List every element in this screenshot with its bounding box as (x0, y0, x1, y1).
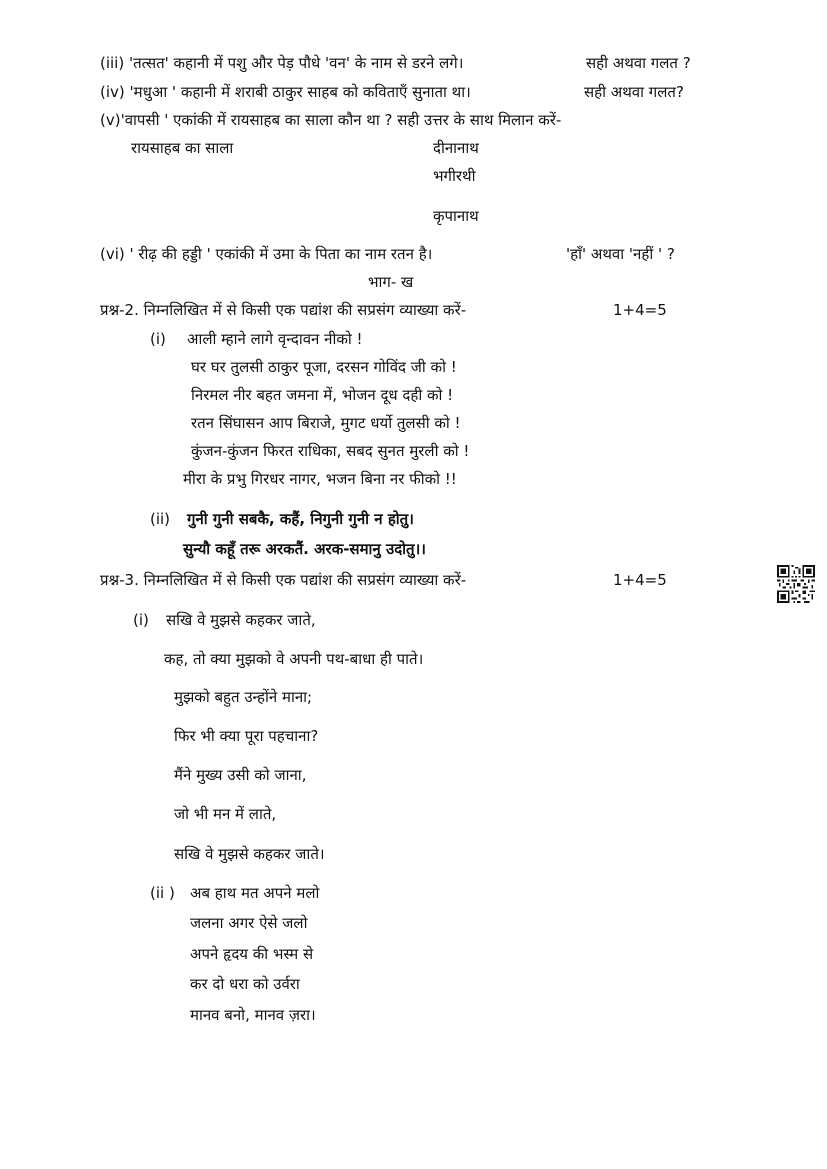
q3-i-line-2: कह, तो क्या मुझको वे अपनी पथ-बाधा ही पाते। (164, 650, 424, 668)
q3-ii-line-3: अपने हृदय की भस्म से (190, 945, 314, 963)
q1-vi-option: 'हाँ' अथवा 'नहीं ' ? (566, 245, 675, 263)
q2-heading: प्रश्न-2. निम्नलिखित में से किसी एक पद्यांश की सप्रसंग व्याख्या करें- (100, 301, 467, 319)
q3-i-line-4: फिर भी क्या पूरा पहचाना? (174, 727, 319, 745)
q1-iv-text: (iv) 'मधुआ ' कहानी में शराबी ठाकुर साहब को कविताएँ सुनाता था। (100, 83, 471, 101)
q3-ii-label: (ii ) (150, 884, 175, 902)
q3-ii-line-1: अब हाथ मत अपने मलो (190, 884, 320, 902)
q2-i-line-2: घर घर तुलसी ठाकुर पूजा, दरसन गोविंद जी को ! (191, 358, 457, 376)
q3-i-line-3: मुझको बहुत उन्होंने माना; (174, 688, 313, 706)
q2-i-line-6: मीरा के प्रभु गिरधर नागर, भजन बिना नर फीको !! (183, 470, 457, 488)
q1-v-option-2: भगीरथी (433, 167, 476, 185)
q3-marks: 1+4=5 (613, 571, 667, 589)
q1-iii-text: (iii) 'तत्सत' कहानी में पशु और पेड़ पौधे 'वन' के नाम से डरने लगे। (100, 54, 464, 72)
q1-v-left: रायसाहब का साला (131, 139, 234, 157)
q3-i-line-5: मैंने मुख्य उसी को जाना, (174, 766, 307, 784)
q2-i-label: (i) (150, 330, 166, 348)
q2-marks: 1+4=5 (613, 301, 667, 319)
q2-ii-label: (ii) (150, 510, 171, 528)
q3-i-line-7: सखि वे मुझसे कहकर जाते। (174, 845, 325, 863)
q2-i-line-1: आली म्हाने लागे वृन्दावन नीको ! (187, 330, 363, 348)
section-title: भाग- ख (368, 273, 414, 291)
q3-i-label: (i) (133, 611, 149, 629)
q3-ii-line-5: मानव बनो, मानव ज़रा। (190, 1006, 316, 1024)
q1-iv-option: सही अथवा गलत? (584, 83, 684, 101)
q3-ii-line-2: जलना अगर ऐसे जलो (190, 914, 308, 932)
q3-i-line-1: सखि वे मुझसे कहकर जाते, (166, 611, 316, 629)
q3-ii-line-4: कर दो धरा को उर्वरा (190, 975, 300, 993)
q2-ii-line-1: गुनी गुनी सबकै, कहैं, निगुनी गुनी न होतु। (187, 510, 414, 528)
q1-v-text: (v)'वापसी ' एकांकी में रायसाहब का साला कौन था ? सही उत्तर के साथ मिलान करें- (100, 111, 562, 129)
q2-i-line-5: कुंजन-कुंजन फिरत राधिका, सबद सुनत मुरली को ! (191, 442, 470, 460)
q2-i-line-4: रतन सिंघासन आप बिराजे, मुगट धर्यो तुलसी को ! (191, 414, 461, 432)
q1-v-option-3: कृपानाथ (433, 207, 479, 225)
q2-i-line-3: निरमल नीर बहत जमना में, भोजन दूध दही को ! (191, 386, 454, 404)
q3-i-line-6: जो भी मन में लाते, (174, 805, 277, 823)
qr-code-icon (777, 565, 815, 603)
q3-heading: प्रश्न-3. निम्नलिखित में से किसी एक पद्यांश की सप्रसंग व्याख्या करें- (100, 571, 467, 589)
q2-ii-line-2: सुन्यौ कहूँ तरू अरकतैं. अरक-समानु उदोतु।। (183, 540, 426, 558)
q1-v-option-1: दीनानाथ (433, 139, 479, 157)
q1-vi-text: (vi) ' रीढ़ की हड्डी ' एकांकी में उमा के पिता का नाम रतन है। (100, 245, 433, 263)
q1-iii-option: सही अथवा गलत ? (586, 54, 691, 72)
